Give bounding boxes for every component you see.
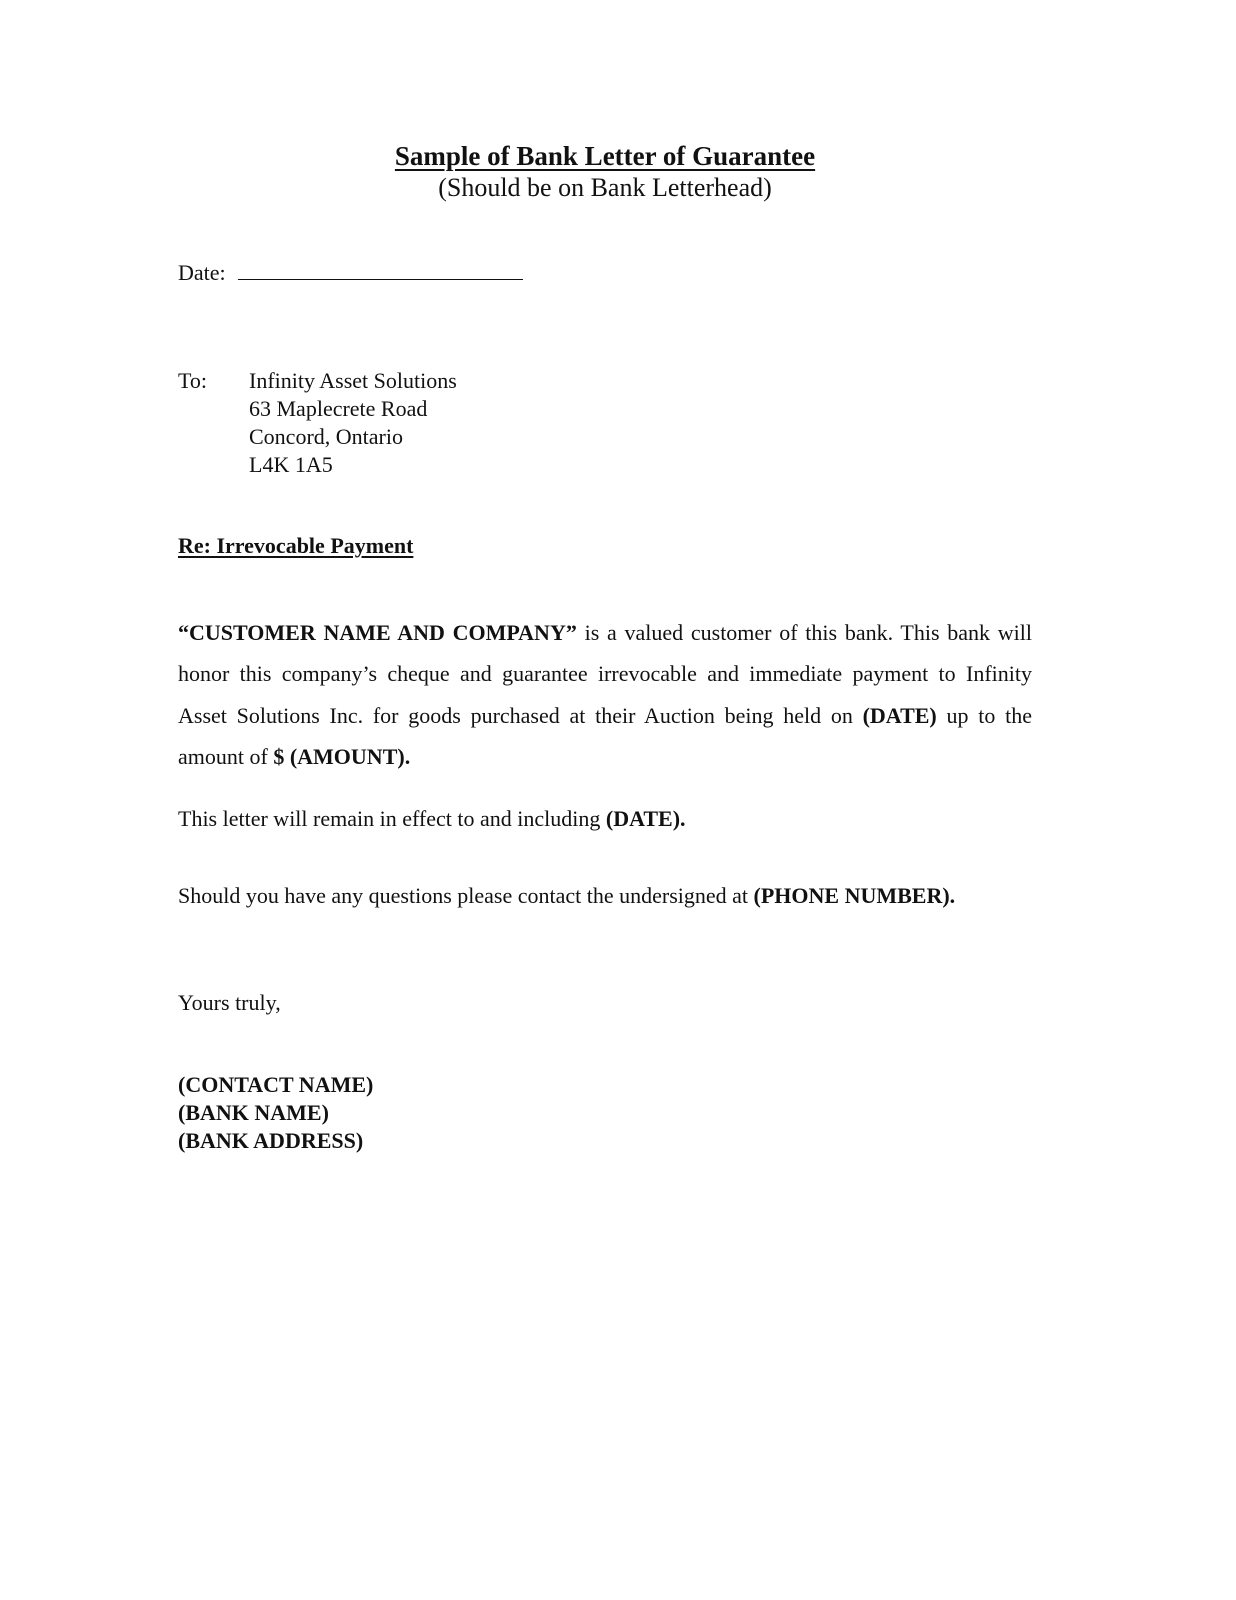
- signature-bank-name: (BANK NAME): [178, 1100, 329, 1125]
- effect-text: This letter will remain in effect to and including: [178, 806, 606, 831]
- to-label: To:: [178, 368, 208, 393]
- recipient-postal: L4K 1A5: [249, 452, 333, 477]
- customer-placeholder: “CUSTOMER NAME AND COMPANY”: [178, 620, 577, 645]
- signature-contact-name: (CONTACT NAME): [178, 1072, 374, 1097]
- questions-text: Should you have any questions please contact the undersigned at: [178, 883, 754, 908]
- recipient-name: Infinity Asset Solutions: [249, 368, 457, 393]
- questions-line: [178, 883, 955, 909]
- signature-bank-address: (BANK ADDRESS): [178, 1128, 364, 1153]
- date-blank-line: [238, 259, 523, 280]
- date-field: [178, 259, 523, 286]
- document-title: Sample of Bank Letter of Guarantee: [394, 141, 816, 171]
- date-placeholder: (DATE): [862, 702, 937, 728]
- effect-date-placeholder: (DATE).: [605, 806, 686, 831]
- phone-placeholder: (PHONE NUMBER).: [753, 883, 956, 908]
- closing: Yours truly,: [178, 990, 281, 1015]
- recipient-street: 63 Maplecrete Road: [249, 396, 428, 421]
- effect-line: [178, 806, 686, 832]
- body-text-1: is a valued customer of this bank. This bank will honor this company’s cheque and guarantee irrevocable and immediate payment to Infinity Asset Solutions Inc. for goods purchased at their Auction being held on: [178, 620, 1033, 728]
- body-text-2: up to the amount of: [178, 702, 1032, 769]
- subject-line: Re: Irrevocable Payment: [178, 533, 414, 558]
- body-paragraph: [178, 612, 1032, 777]
- date-label: Date:: [178, 260, 226, 285]
- document-subtitle: (Should be on Bank Letterhead): [438, 173, 772, 202]
- amount-placeholder: $ (AMOUNT).: [273, 743, 411, 769]
- recipient-city: Concord, Ontario: [249, 424, 403, 449]
